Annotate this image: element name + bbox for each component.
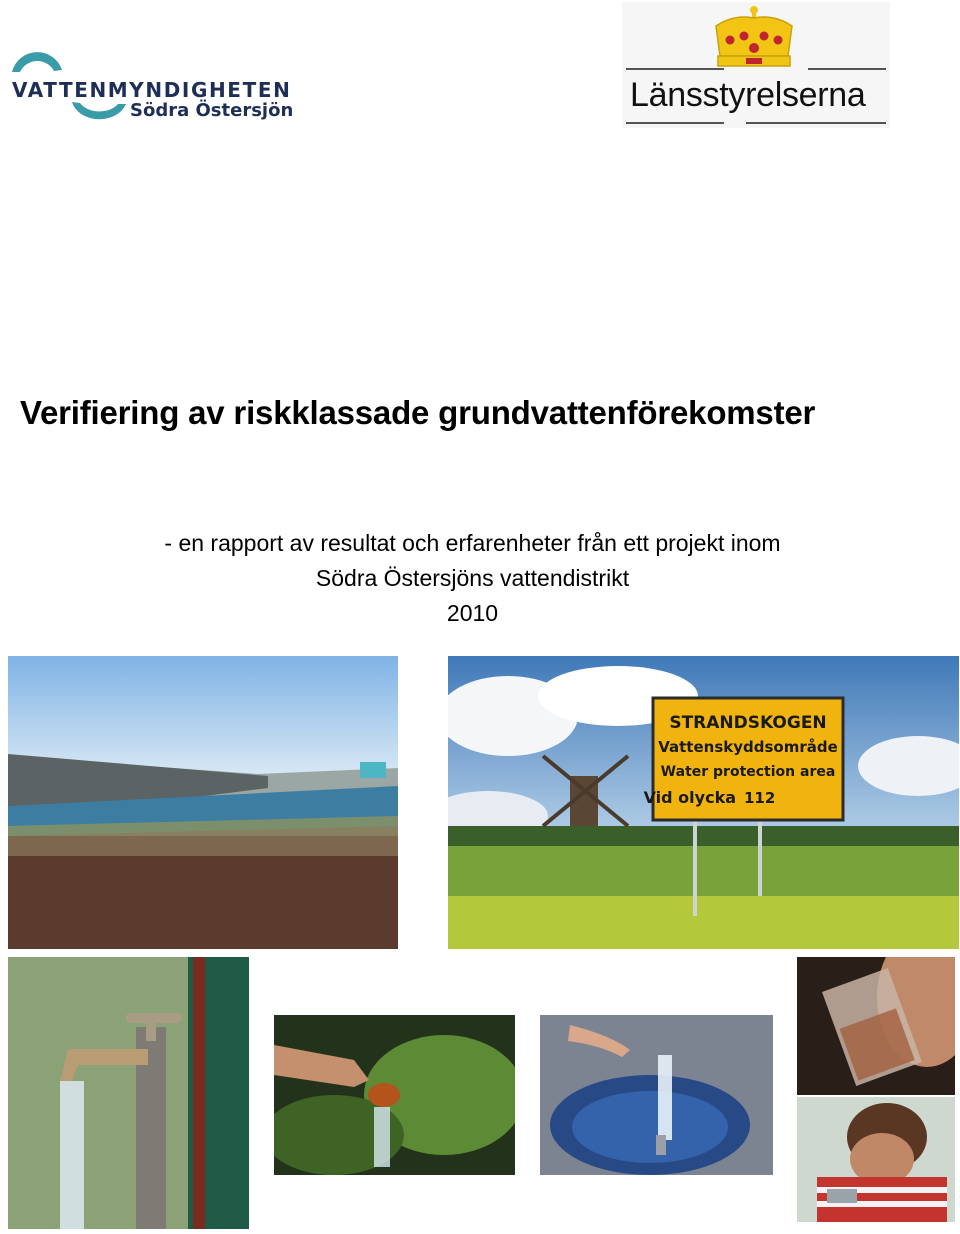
logo-rule-bottom-left: [626, 122, 724, 124]
photo-windmill-sign: [448, 656, 959, 949]
sign-line-4: Vid olycka: [643, 788, 736, 807]
logo-authority-name: VATTENMYNDIGHETEN: [12, 78, 292, 102]
photo-quarry-lake: [8, 656, 398, 949]
wave-bottom-icon: [70, 98, 130, 126]
photo-spring-ladle: [274, 1015, 515, 1175]
logo-agency-name: Länsstyrelserna: [630, 76, 866, 114]
photo-man-drinking: [797, 957, 955, 1095]
photo-water-tap: [8, 957, 249, 1229]
sign-line-2: Vattenskyddsområde: [658, 738, 838, 756]
vattenmyndigheten-logo: [8, 40, 298, 130]
sign-line-3: Water protection area: [660, 764, 836, 780]
wave-arc-icon: [8, 40, 68, 80]
logo-district-name: Södra Östersjön: [130, 100, 294, 121]
photo-fountain-hand: [540, 1015, 773, 1175]
lansstyrelserna-logo: [622, 2, 890, 128]
sign-phone: 112: [744, 789, 776, 807]
subtitle-line-1: - en rapport av resultat och erfarenheter från ett projekt inom: [164, 530, 781, 556]
logo-rule-left: [626, 68, 724, 70]
logo-rule-bottom-right: [746, 122, 886, 124]
report-year: 2010: [446, 600, 499, 626]
logo-rule-right: [808, 68, 886, 70]
subtitle-line-2: Södra Östersjöns vattendistrikt: [315, 565, 630, 591]
photo-child-drinking: [797, 1097, 955, 1222]
page-title: Verifiering av riskklassade grundvattenförekomster: [20, 394, 816, 431]
sign-line-1: STRANDSKOGEN: [669, 713, 827, 733]
crown-icon: [712, 4, 796, 70]
